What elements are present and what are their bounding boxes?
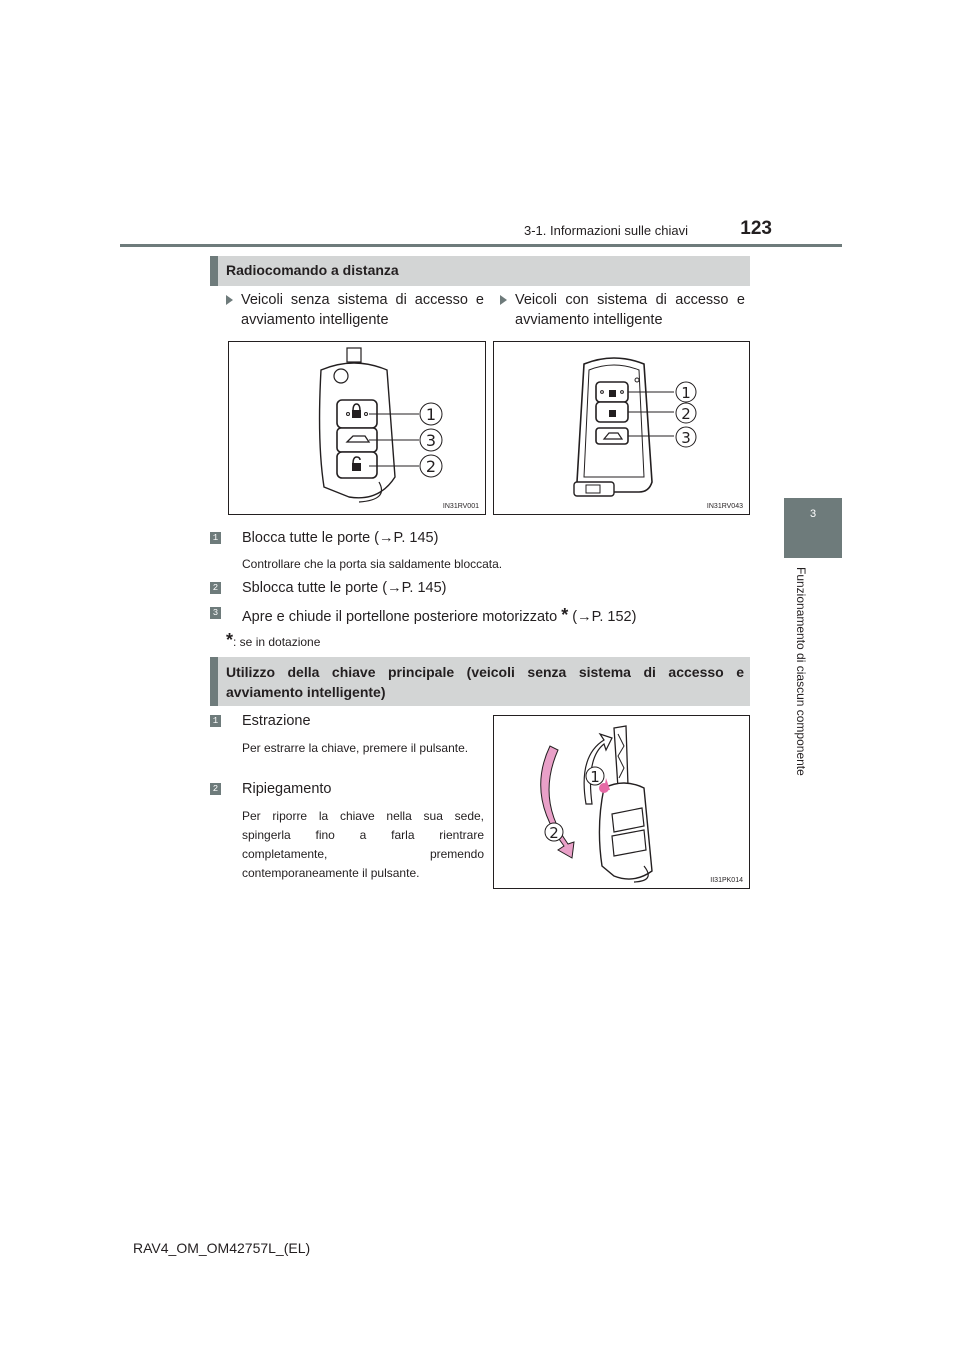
item-number-badge: 2 — [210, 582, 221, 594]
col-left-heading-text: Veicoli senza sistema di accesso e avviamento intelligente — [241, 292, 484, 328]
figure-code: IN31RV001 — [442, 503, 479, 510]
item-tailgate — [242, 605, 636, 626]
item-extraction-title: Estrazione — [242, 713, 311, 729]
item-number-badge: 1 — [210, 532, 221, 544]
bullet-triangle-icon — [500, 295, 507, 305]
header-rule — [120, 244, 842, 247]
arrow-icon: → — [577, 609, 592, 625]
chapter-tab — [784, 498, 842, 558]
svg-text:3: 3 — [425, 431, 437, 450]
page-reference: P. 145) — [393, 530, 439, 546]
svg-text:1: 1 — [590, 768, 600, 786]
figure-code: II31PK014 — [710, 877, 743, 884]
item-number-badge: 1 — [210, 715, 221, 727]
svg-text:1: 1 — [425, 405, 437, 424]
arrow-icon: → — [387, 580, 402, 596]
item-folding-text: Per riporre la chiave nella sua sede, spingerla fino a farla rientrare completamente, premendo contemporaneamente il pulsante. — [242, 809, 484, 880]
item-folding-title: Ripiegamento — [242, 781, 332, 797]
item-lock-all-note: Controllare che la porta sia saldamente bloccata. — [242, 557, 503, 571]
item-text: Sblocca tutte le porte ( — [242, 580, 388, 596]
figure-code: IN31RV043 — [706, 503, 743, 510]
col-right-heading-text: Veicoli con sistema di accesso e avviamento intelligente — [515, 292, 745, 328]
svg-text:1: 1 — [681, 384, 691, 402]
page-reference: P. 145) — [401, 580, 447, 596]
section-title-remote: Radiocomando a distanza — [210, 256, 750, 286]
col-left-heading — [226, 290, 484, 330]
item-text: Apre e chiude il portellone posteriore motorizzato — [242, 609, 558, 625]
asterisk-mark: * — [561, 605, 569, 625]
col-right-heading — [500, 290, 745, 330]
item-lock-all — [242, 530, 438, 546]
footnote-mark: * — [226, 630, 234, 650]
svg-text:2: 2 — [549, 824, 559, 842]
item-extraction-text: Per estrarre la chiave, premere il pulsante. — [242, 741, 469, 755]
chapter-tab-number: 3 — [809, 508, 817, 520]
smart-key-illustration — [494, 342, 749, 514]
figure-key-folding — [493, 715, 750, 889]
bullet-triangle-icon — [226, 295, 233, 305]
chapter-tab-title-text: Funzionamento di ciascun componente — [794, 567, 808, 776]
flip-key-illustration — [229, 342, 485, 514]
footnote — [226, 630, 320, 651]
figure-smart-key — [493, 341, 750, 515]
svg-text:2: 2 — [681, 405, 691, 423]
item-unlock-all — [242, 580, 446, 596]
item-number-badge: 3 — [210, 607, 221, 619]
figure-flip-key — [228, 341, 486, 515]
page-number: 123 — [740, 218, 772, 239]
key-folding-illustration — [494, 716, 749, 888]
ref-open: ( — [568, 609, 578, 625]
section-title-main-key: Utilizzo della chiave principale (veicoli senza sistema di accesso e avviamento intelligente) — [210, 657, 750, 706]
arrow-icon: → — [379, 530, 394, 546]
item-text: Blocca tutte le porte ( — [242, 530, 380, 546]
footnote-text: : se in dotazione — [233, 635, 321, 649]
page-reference: P. 152) — [591, 609, 637, 625]
footer-doc-code: RAV4_OM_OM42757L_(EL) — [133, 1240, 311, 1256]
item-number-badge: 2 — [210, 783, 221, 795]
running-header-section: 3-1. Informazioni sulle chiavi — [523, 223, 688, 238]
svg-text:2: 2 — [425, 457, 437, 476]
svg-text:3: 3 — [681, 429, 691, 447]
